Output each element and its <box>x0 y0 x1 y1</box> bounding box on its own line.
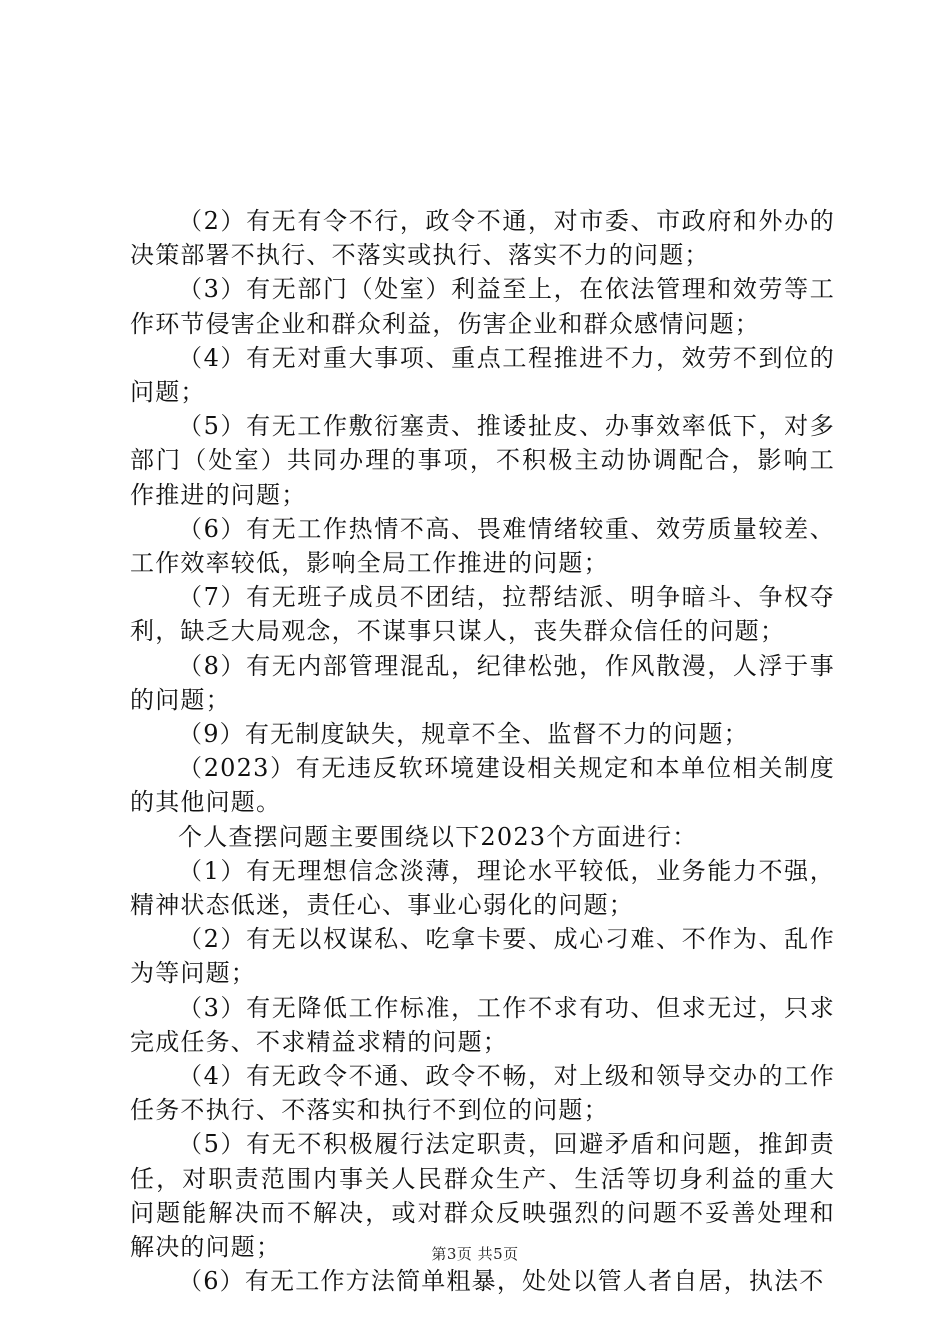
paragraph-9: （2023）有无违反软环境建设相关规定和本单位相关制度的其他问题。 <box>130 754 835 817</box>
paragraph-6: （7）有无班子成员不团结，拉帮结派、明争暗斗、争权夺利，缺乏大局观念，不谋事只谋人，丧失群众信任的问题； <box>130 583 835 646</box>
paragraph-14: （4）有无政令不通、政令不畅，对上级和领导交办的工作任务不执行、不落实和执行不到位的问题； <box>130 1062 835 1125</box>
paragraph-12: （2）有无以权谋私、吃拿卡要、成心刁难、不作为、乱作为等问题； <box>130 925 835 988</box>
paragraph-16: （6）有无工作方法简单粗暴，处处以管人者自居，执法不 <box>178 1267 825 1296</box>
document-body <box>130 204 835 1299</box>
paragraph-3: （4）有无对重大事项、重点工程推进不力，效劳不到位的问题； <box>130 343 835 407</box>
paragraph-4: （5）有无工作敷衍塞责、推诿扯皮、办事效率低下，对多部门（处室）共同办理的事项，不积极主动协调配合，影响工作推进的问题； <box>130 412 835 509</box>
paragraph-1: （2）有无有令不行，政令不通，对市委、市政府和外办的决策部署不执行、不落实或执行、落实不力的问题； <box>130 207 835 270</box>
page-number-footer: 第3页 共5页 <box>431 1245 519 1263</box>
paragraph-5: （6）有无工作热情不高、畏难情绪较重、效劳质量较差、工作效率较低，影响全局工作推进的问题； <box>130 514 835 578</box>
paragraph-7: （8）有无内部管理混乱，纪律松弛，作风散漫，人浮于事的问题； <box>130 651 835 714</box>
paragraph-11: （1）有无理想信念淡薄，理论水平较低，业务能力不强，精神状态低迷，责任心、事业心弱化的问题； <box>130 856 835 920</box>
paragraph-15: （5）有无不积极履行法定职责，回避矛盾和问题，推卸责任，对职责范围内事关人民群众生产、生活等切身利益的重大问题能解决而不解决，或对群众反映强烈的问题不妥善处理和解决的问题； <box>130 1130 835 1262</box>
paragraph-13: （3）有无降低工作标准，工作不求有功、但求无过，只求完成任务、不求精益求精的问题； <box>130 993 835 1056</box>
paragraph-2: （3）有无部门（处室）利益至上，在依法管理和效劳等工作环节侵害企业和群众利益，伤害企业和群众感情问题； <box>130 275 835 338</box>
paragraph-8: （9）有无制度缺失，规章不全、监督不力的问题； <box>178 720 749 749</box>
paragraph-10: 个人查摆问题主要围绕以下2023个方面进行： <box>178 822 698 851</box>
